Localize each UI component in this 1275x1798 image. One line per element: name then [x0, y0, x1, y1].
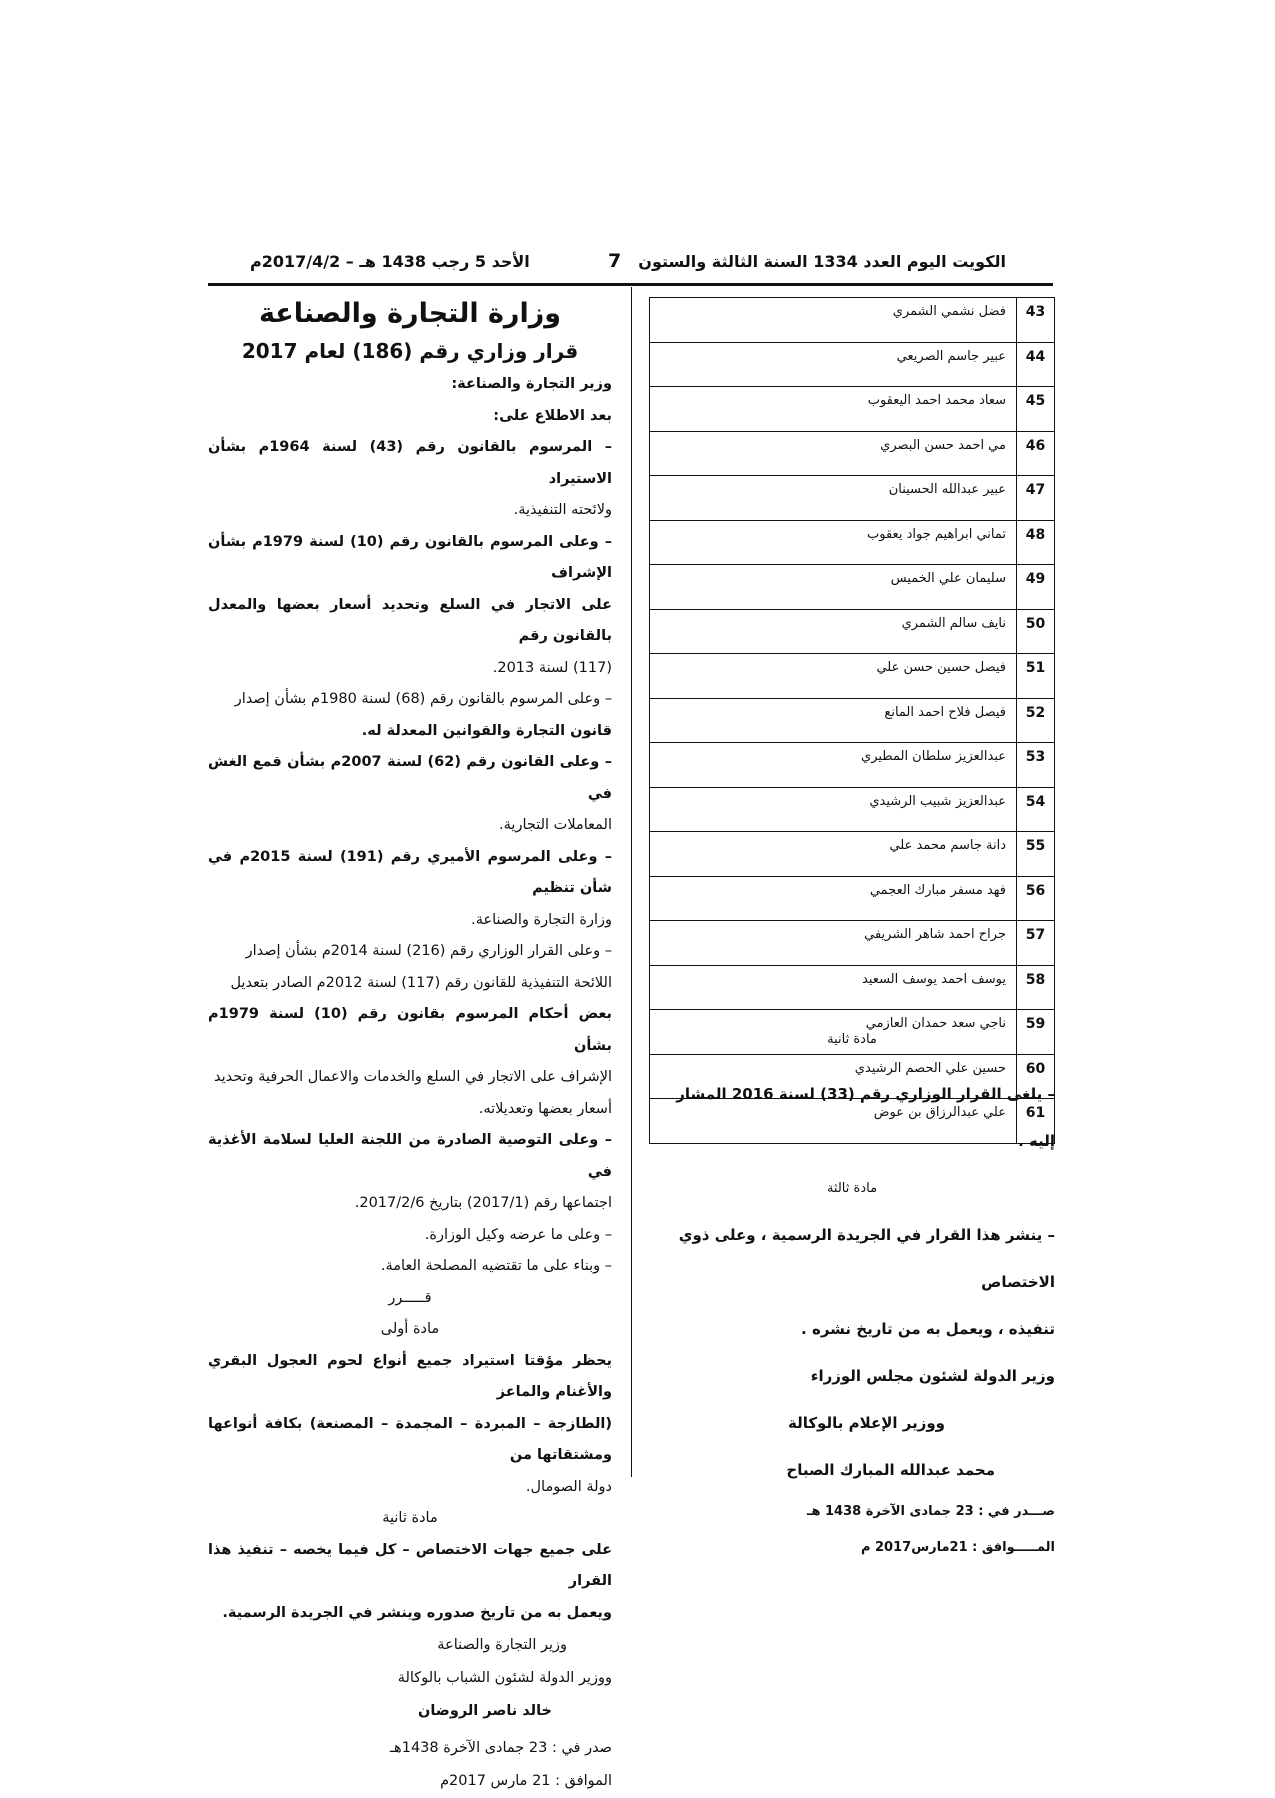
table-row: [650, 921, 1055, 966]
decision-line: المعاملات التجارية.: [499, 817, 612, 833]
row-name: ناجي سعد حمدان العازمي: [650, 1010, 1017, 1055]
table-row: [650, 431, 1055, 476]
decision-line: – وعلى القرار الوزاري رقم (216) لسنة 2014م بشأن إصدار: [245, 943, 612, 959]
table-row: [650, 965, 1055, 1010]
corresponding-date: الموافق : 21 مارس 2017م: [440, 1773, 612, 1789]
decision-line: – وعلى القانون رقم (62) لسنة 2007م بشأن قمع الغش في: [208, 754, 612, 802]
right-article3-line: – ينشر هذا القرار في الجريدة الرسمية ، وعلى ذوي الاختصاص: [678, 1226, 1055, 1291]
right-article3-line: تنفيذه ، ويعمل به من تاريخ نشره .: [801, 1320, 1055, 1338]
row-number: 58: [1017, 965, 1055, 1010]
decision-line: اللائحة التنفيذية للقانون رقم (117) لسنة 2012م الصادر بتعديل: [230, 974, 612, 991]
table-row: [650, 876, 1055, 921]
row-number: 44: [1017, 342, 1055, 387]
decision-line: – وعلى ما عرضه وكيل الوزارة.: [424, 1226, 612, 1243]
decision-line: – المرسوم بالقانون رقم (43) لسنة 1964م بشأن الاستيراد: [208, 439, 612, 487]
row-name: علي عبدالرزاق بن عوض: [650, 1099, 1017, 1144]
row-number: 52: [1017, 698, 1055, 743]
header-issue-info: الكويت اليوم العدد 1334 السنة الثالثة والستون: [638, 252, 1006, 271]
row-number: 43: [1017, 298, 1055, 343]
table-row: [650, 565, 1055, 610]
row-name: فضل نشمي الشمري: [650, 298, 1017, 343]
decision-line: – وعلى المرسوم بالقانون رقم (68) لسنة 1980م بشأن إصدار: [234, 691, 612, 707]
qarar-heading: قـــــرر: [388, 1289, 432, 1306]
article2-title: مادة ثانية: [382, 1510, 438, 1526]
table-row: [650, 476, 1055, 521]
article1-line: يحظر مؤقتا استيراد جميع أنواع لحوم العجول البقري والأغنام والماعز: [208, 1352, 612, 1400]
row-number: 55: [1017, 832, 1055, 877]
decision-line: – وعلى المرسوم الأميري رقم (191) لسنة 2015م في شأن تنظيم: [208, 848, 613, 896]
row-number: 53: [1017, 743, 1055, 788]
table-row: [650, 787, 1055, 832]
row-number: 60: [1017, 1054, 1055, 1099]
row-number: 51: [1017, 654, 1055, 699]
right-corresponding-date: المـــــوافق : 21مارس2017 م: [860, 1540, 1055, 1555]
row-name: عبدالعزيز سلطان المطيري: [650, 743, 1017, 788]
table-row: [650, 832, 1055, 877]
issued-date: صدر في : 23 جمادى الآخرة 1438هـ: [389, 1740, 612, 1756]
row-number: 45: [1017, 387, 1055, 432]
decision-line: وزارة التجارة والصناعة.: [471, 911, 612, 928]
row-name: سعاد محمد احمد اليعقوب: [650, 387, 1017, 432]
right-article3-title: مادة ثالثة: [826, 1181, 878, 1196]
table-row: [650, 743, 1055, 788]
row-number: 46: [1017, 431, 1055, 476]
row-name: نايف سالم الشمري: [650, 609, 1017, 654]
right-signature-title: ووزير الإعلام بالوكالة: [787, 1414, 945, 1432]
page-number: 7: [608, 250, 622, 272]
decision-line: وزير التجارة والصناعة:: [451, 376, 612, 392]
row-name: عبدالعزيز شبيب الرشيدي: [650, 787, 1017, 832]
row-number: 61: [1017, 1099, 1055, 1144]
table-row: [650, 342, 1055, 387]
table-row: [650, 654, 1055, 699]
decision-line: ولائحته التنفيذية.: [513, 502, 612, 518]
decision-line: (117) لسنة 2013.: [492, 659, 612, 676]
decision-column: [208, 298, 612, 1798]
row-name: عبير جاسم الصريعي: [650, 342, 1017, 387]
right-issued-date: صـــدر في : 23 جمادى الآخرة 1438 هـ: [807, 1504, 1055, 1519]
decision-line: – وعلى المرسوم بالقانون رقم (10) لسنة 1979م بشأن الإشراف: [208, 533, 612, 581]
row-number: 47: [1017, 476, 1055, 521]
article1-title: مادة أولى: [380, 1321, 440, 1337]
table-row: [650, 387, 1055, 432]
article2-line: ويعمل به من تاريخ صدوره وينشر في الجريدة الرسمية.: [222, 1604, 612, 1621]
header-date: الأحد 5 رجب 1438 هـ – 2017/4/2م: [250, 252, 530, 271]
right-article2-text: – يلغى القرار الوزاري رقم (33) لسنة 2016 المشار إليه .: [676, 1085, 1055, 1150]
decision-line: على الاتجار في السلع وتحديد أسعار بعضها والمعدل بالقانون رقم: [208, 596, 612, 644]
table-row: [650, 609, 1055, 654]
header-rule: [208, 283, 1053, 286]
article2-line: على جميع جهات الاختصاص – كل فيما يخصه – تنفيذ هذا القرار: [208, 1541, 612, 1589]
row-number: 56: [1017, 876, 1055, 921]
article1-line: دولة الصومال.: [525, 1478, 612, 1495]
decision-line: بعد الاطلاع على:: [493, 407, 612, 424]
row-name: فيصل حسين حسن علي: [650, 654, 1017, 699]
decision-line: بعض أحكام المرسوم بقانون رقم (10) لسنة 1979م بشأن: [208, 1006, 612, 1054]
table-row: [650, 520, 1055, 565]
row-number: 48: [1017, 520, 1055, 565]
row-number: 49: [1017, 565, 1055, 610]
right-signature-name: محمد عبدالله المبارك الصباح: [786, 1461, 995, 1479]
column-divider: [631, 287, 632, 1477]
decision-line: اجتماعها رقم (2017/1) بتاريخ 2017/2/6.: [354, 1195, 612, 1211]
table-row: [650, 298, 1055, 343]
ministry-title: وزارة التجارة والصناعة: [258, 298, 562, 329]
row-name: دانة جاسم محمد علي: [650, 832, 1017, 877]
right-signature-title: وزير الدولة لشئون مجلس الوزراء: [810, 1367, 1055, 1385]
row-number: 59: [1017, 1010, 1055, 1055]
row-number: 57: [1017, 921, 1055, 966]
row-name: فيصل فلاح احمد المانع: [650, 698, 1017, 743]
signature-name: خالد ناصر الروضان: [417, 1703, 552, 1719]
right-article2-title: مادة ثانية: [827, 1032, 877, 1047]
row-name: حسين علي الحصم الرشيدي: [650, 1054, 1017, 1099]
decision-line: – وعلى التوصية الصادرة من اللجنة العليا لسلامة الأغذية في: [208, 1132, 612, 1180]
decision-line: الإشراف على الاتجار في السلع والخدمات والاعمال الحرفية وتحديد: [213, 1069, 612, 1085]
row-number: 50: [1017, 609, 1055, 654]
names-table: [649, 297, 1055, 1144]
row-name: مي احمد حسن البصري: [650, 431, 1017, 476]
signature-title: ووزير الدولة لشئون الشباب بالوكالة: [397, 1670, 612, 1686]
row-name: فهد مسفر مبارك العجمي: [650, 876, 1017, 921]
signature-title: وزير التجارة والصناعة: [437, 1637, 567, 1653]
row-name: يوسف احمد يوسف السعيد: [650, 965, 1017, 1010]
decision-line: – وبناء على ما تقتضيه المصلحة العامة.: [380, 1258, 612, 1274]
row-name: تماني ابراهيم جواد يعقوب: [650, 520, 1017, 565]
article1-line: (الطازجة – المبردة – المجمدة – المصنعة) بكافة أنواعها ومشتقاتها من: [208, 1415, 612, 1463]
row-number: 54: [1017, 787, 1055, 832]
table-row: [650, 698, 1055, 743]
right-section: [649, 1032, 1055, 1566]
decision-title: قرار وزاري رقم (186) لعام 2017: [241, 339, 579, 363]
row-name: سليمان علي الخميس: [650, 565, 1017, 610]
decision-line: قانون التجارة والقوانين المعدلة له.: [361, 722, 612, 739]
row-name: جراح احمد شاهر الشريفي: [650, 921, 1017, 966]
row-name: عبير عبدالله الحسينان: [650, 476, 1017, 521]
decision-line: أسعار بعضها وتعديلاته.: [478, 1100, 612, 1117]
